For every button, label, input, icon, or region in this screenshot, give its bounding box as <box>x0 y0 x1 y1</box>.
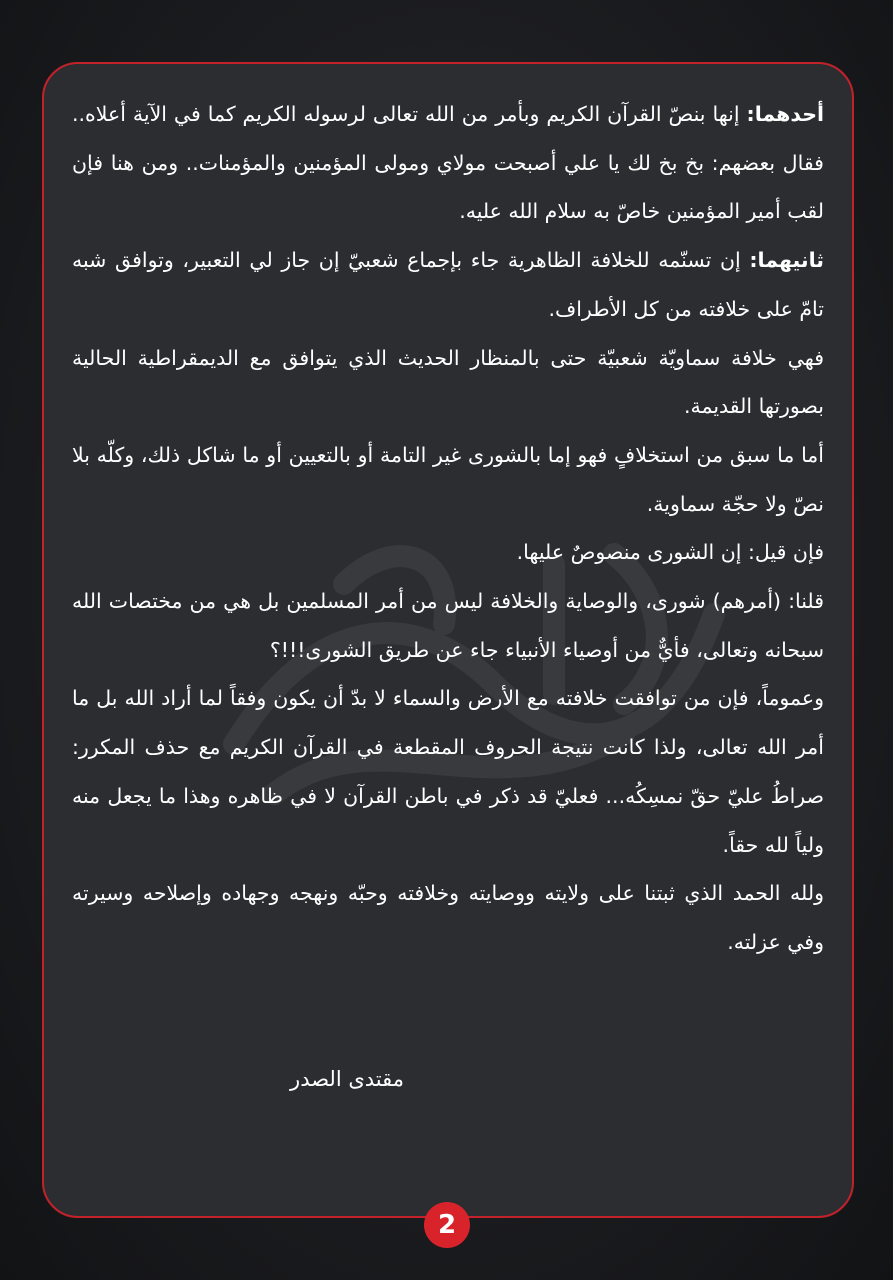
paragraph <box>72 334 824 431</box>
paragraph <box>72 674 824 869</box>
paragraph-first-point <box>72 90 824 236</box>
paragraph <box>72 528 824 577</box>
paragraph <box>72 869 824 966</box>
paragraph-text: فإن قيل: إن الشورى منصوصٌ عليها. <box>516 540 824 565</box>
paragraph-text: قلنا: (أمرهم) شورى، والوصاية والخلافة ليس من أمر المسلمين بل هي من مختصات الله سبحانه وتعالى، فأيٌّ من أوصياء الأنبياء جاء عن طريق الشورى!!!؟ <box>72 589 824 662</box>
page-number-badge: 2 <box>424 1202 470 1248</box>
paragraph-text: أما ما سبق من استخلافٍ فهو إما بالشورى غير التامة أو بالتعيين أو ما شاكل ذلك، وكلّه بلا نصّ ولا حجّة سماوية. <box>72 442 824 516</box>
paragraph-text: وعموماً، فإن من توافقت خلافته مع الأرض والسماء لا بدّ أن يكون وفقاً لما أراد الله بل ما أمر الله تعالى، ولذا كانت نتيجة الحروف المقطعة في القرآن الكريم مع حذف المكرر: صراطُ عليّ حقّ نمسِكُه... فعليّ قد ذكر في باطن القرآن لا في ظاهره وهذا ما يجعل منه ولياً لله حقاً. <box>72 686 824 857</box>
paragraph <box>72 577 824 674</box>
paragraph <box>72 431 824 528</box>
author-signature: مقتدى الصدر <box>290 1067 404 1091</box>
paragraph-text: إن تسنّمه للخلافة الظاهرية جاء بإجماع شعبيّ إن جاز لي التعبير، وتوافق شبه تامّ على خلافته من كل الأطراف. <box>72 248 824 321</box>
paragraph-lead: أحدهما: <box>746 102 824 126</box>
paragraph-second-point <box>72 236 824 333</box>
paragraph-text: فهي خلافة سماويّة شعبيّة حتى بالمنظار الحديث الذي يتوافق مع الديمقراطية الحالية بصورتها القديمة. <box>72 345 824 419</box>
paragraph-text: إنها بنصّ القرآن الكريم وبأمر من الله تعالى لرسوله الكريم كما في الآية أعلاه.. فقال بعضهم: بخ بخ لك يا علي أصبحت مولاي ومولى المؤمنين والمؤمنات.. ومن هنا فإن لقب أمير المؤمنين خاصّ به سلام الله عليه. <box>72 102 824 224</box>
page-card <box>42 62 854 1218</box>
article-body <box>72 90 824 967</box>
paragraph-text: ولله الحمد الذي ثبتنا على ولايته ووصايته وخلافته وحبّه ونهجه وجهاده وإصلاحه وسيرته وفي عزلته. <box>72 881 824 954</box>
paragraph-lead: ثانيهما: <box>749 248 824 273</box>
